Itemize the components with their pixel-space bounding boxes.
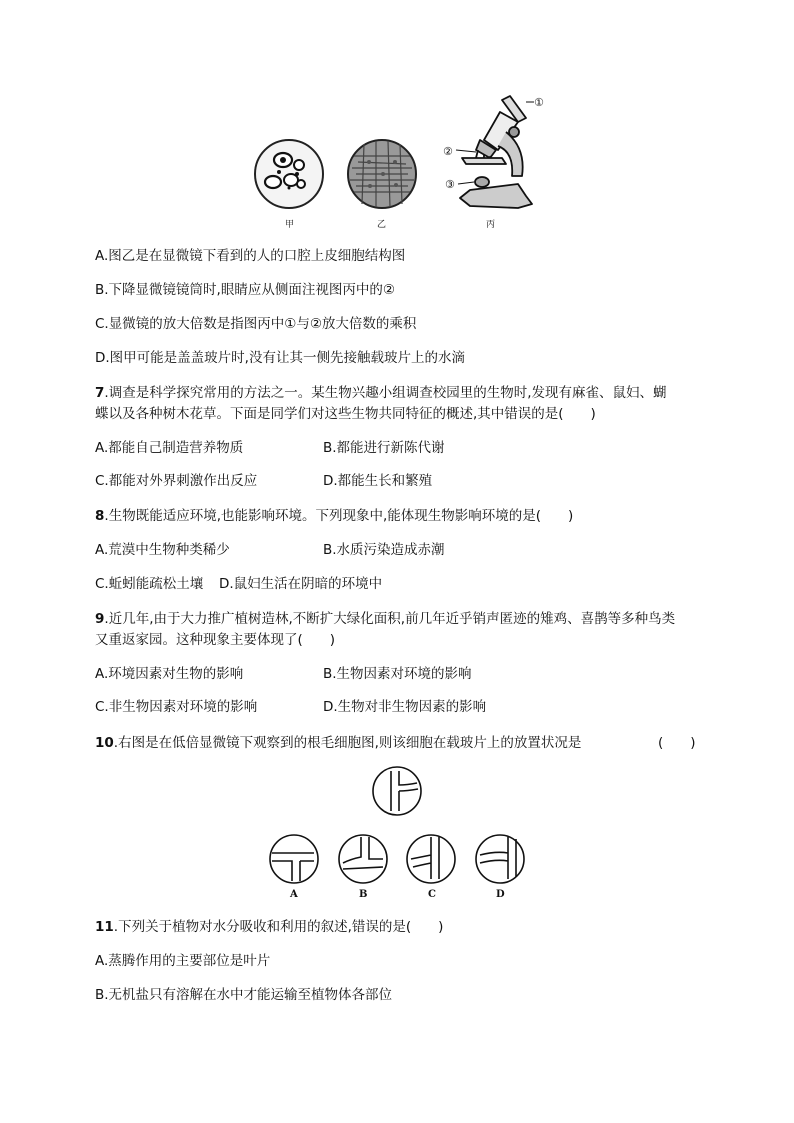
q6-option-d: D.图甲可能是盖盖玻片时,没有让其一侧先接触载玻片上的水滴 — [95, 350, 465, 366]
q11-stem-text: .下列关于植物对水分吸收和利用的叙述,错误的是( ) — [113, 919, 444, 935]
q9-stem-text: .近几年,由于大力推广植树造林,不断扩大绿化面积,前几年近乎销声匿迹的雉鸡、喜鹊等多种鸟类 — [104, 611, 676, 627]
q10-answer-blank: ( ) — [658, 735, 696, 751]
q8-number: 8 — [95, 508, 105, 524]
root-hair-reference-figure — [371, 765, 423, 817]
q6-option-a: A.图乙是在显微镜下看到的人的口腔上皮细胞结构图 — [95, 248, 406, 264]
q11-stem — [95, 917, 443, 937]
q7-stem-text: .调查是科学探究常用的方法之一。某生物兴趣小组调查校园里的生物时,发现有麻雀、鼠妇、蝴 — [104, 385, 667, 401]
cell-figure-yi — [346, 138, 418, 210]
q9-stem-line1 — [95, 609, 675, 629]
q11-number: 11 — [95, 919, 114, 935]
option-d-label: D — [496, 889, 505, 900]
q7-number: 7 — [95, 385, 105, 401]
caption-jia: 甲 — [285, 220, 295, 230]
root-hair-option-b-figure — [337, 833, 389, 885]
q9-option-a: A.环境因素对生物的影响 — [95, 666, 244, 682]
q10-stem — [95, 733, 581, 753]
q7-option-a: A.都能自己制造营养物质 — [95, 440, 244, 456]
marker-3: ③ — [445, 178, 455, 191]
option-c-label: C — [428, 889, 436, 900]
root-hair-option-c-figure — [405, 833, 457, 885]
q10-stem-text: .右图是在低倍显微镜下观察到的根毛细胞图,则该细胞在载玻片上的放置状况是 — [113, 735, 582, 751]
q7-option-c: C.都能对外界刺激作出反应 — [95, 473, 258, 489]
q9-option-b: B.生物因素对环境的影响 — [323, 666, 472, 682]
q10-number: 10 — [95, 735, 114, 751]
q9-number: 9 — [95, 611, 105, 627]
marker-1: ① — [534, 96, 544, 109]
q9-option-d: D.生物对非生物因素的影响 — [323, 699, 487, 715]
q6-option-c: C.显微镜的放大倍数是指图丙中①与②放大倍数的乘积 — [95, 316, 417, 332]
q7-option-d: D.都能生长和繁殖 — [323, 473, 433, 489]
q8-stem — [95, 506, 573, 526]
cell-figure-jia — [253, 138, 325, 210]
q8-option-d: D.鼠妇生活在阴暗的环境中 — [219, 576, 383, 592]
microscope-figure-bing — [440, 92, 550, 214]
q8-option-c: C.蚯蚓能疏松土壤 — [95, 576, 204, 592]
q7-stem-line2: 蝶以及各种树木花草。下面是同学们对这些生物共同特征的概述,其中错误的是( ) — [95, 406, 596, 422]
caption-bing: 丙 — [486, 220, 496, 230]
q8-option-a: A.荒漠中生物种类稀少 — [95, 542, 230, 558]
q11-option-b: B.无机盐只有溶解在水中才能运输至植物体各部位 — [95, 987, 393, 1003]
root-hair-option-a-figure — [268, 833, 320, 885]
q11-option-a: A.蒸腾作用的主要部位是叶片 — [95, 953, 271, 969]
marker-2: ② — [443, 145, 453, 158]
option-a-label: A — [290, 889, 298, 900]
q6-option-b: B.下降显微镜镜筒时,眼睛应从侧面注视图丙中的② — [95, 282, 395, 298]
q7-option-b: B.都能进行新陈代谢 — [323, 440, 445, 456]
q9-option-c: C.非生物因素对环境的影响 — [95, 699, 258, 715]
option-b-label: B — [359, 889, 368, 900]
caption-yi: 乙 — [377, 220, 387, 230]
root-hair-option-d-figure — [474, 833, 526, 885]
q8-option-b: B.水质污染造成赤潮 — [323, 542, 445, 558]
q8-stem-text: .生物既能适应环境,也能影响环境。下列现象中,能体现生物影响环境的是( ) — [104, 508, 574, 524]
q9-stem-line2: 又重返家园。这种现象主要体现了( ) — [95, 632, 336, 648]
q7-stem-line1 — [95, 383, 667, 403]
